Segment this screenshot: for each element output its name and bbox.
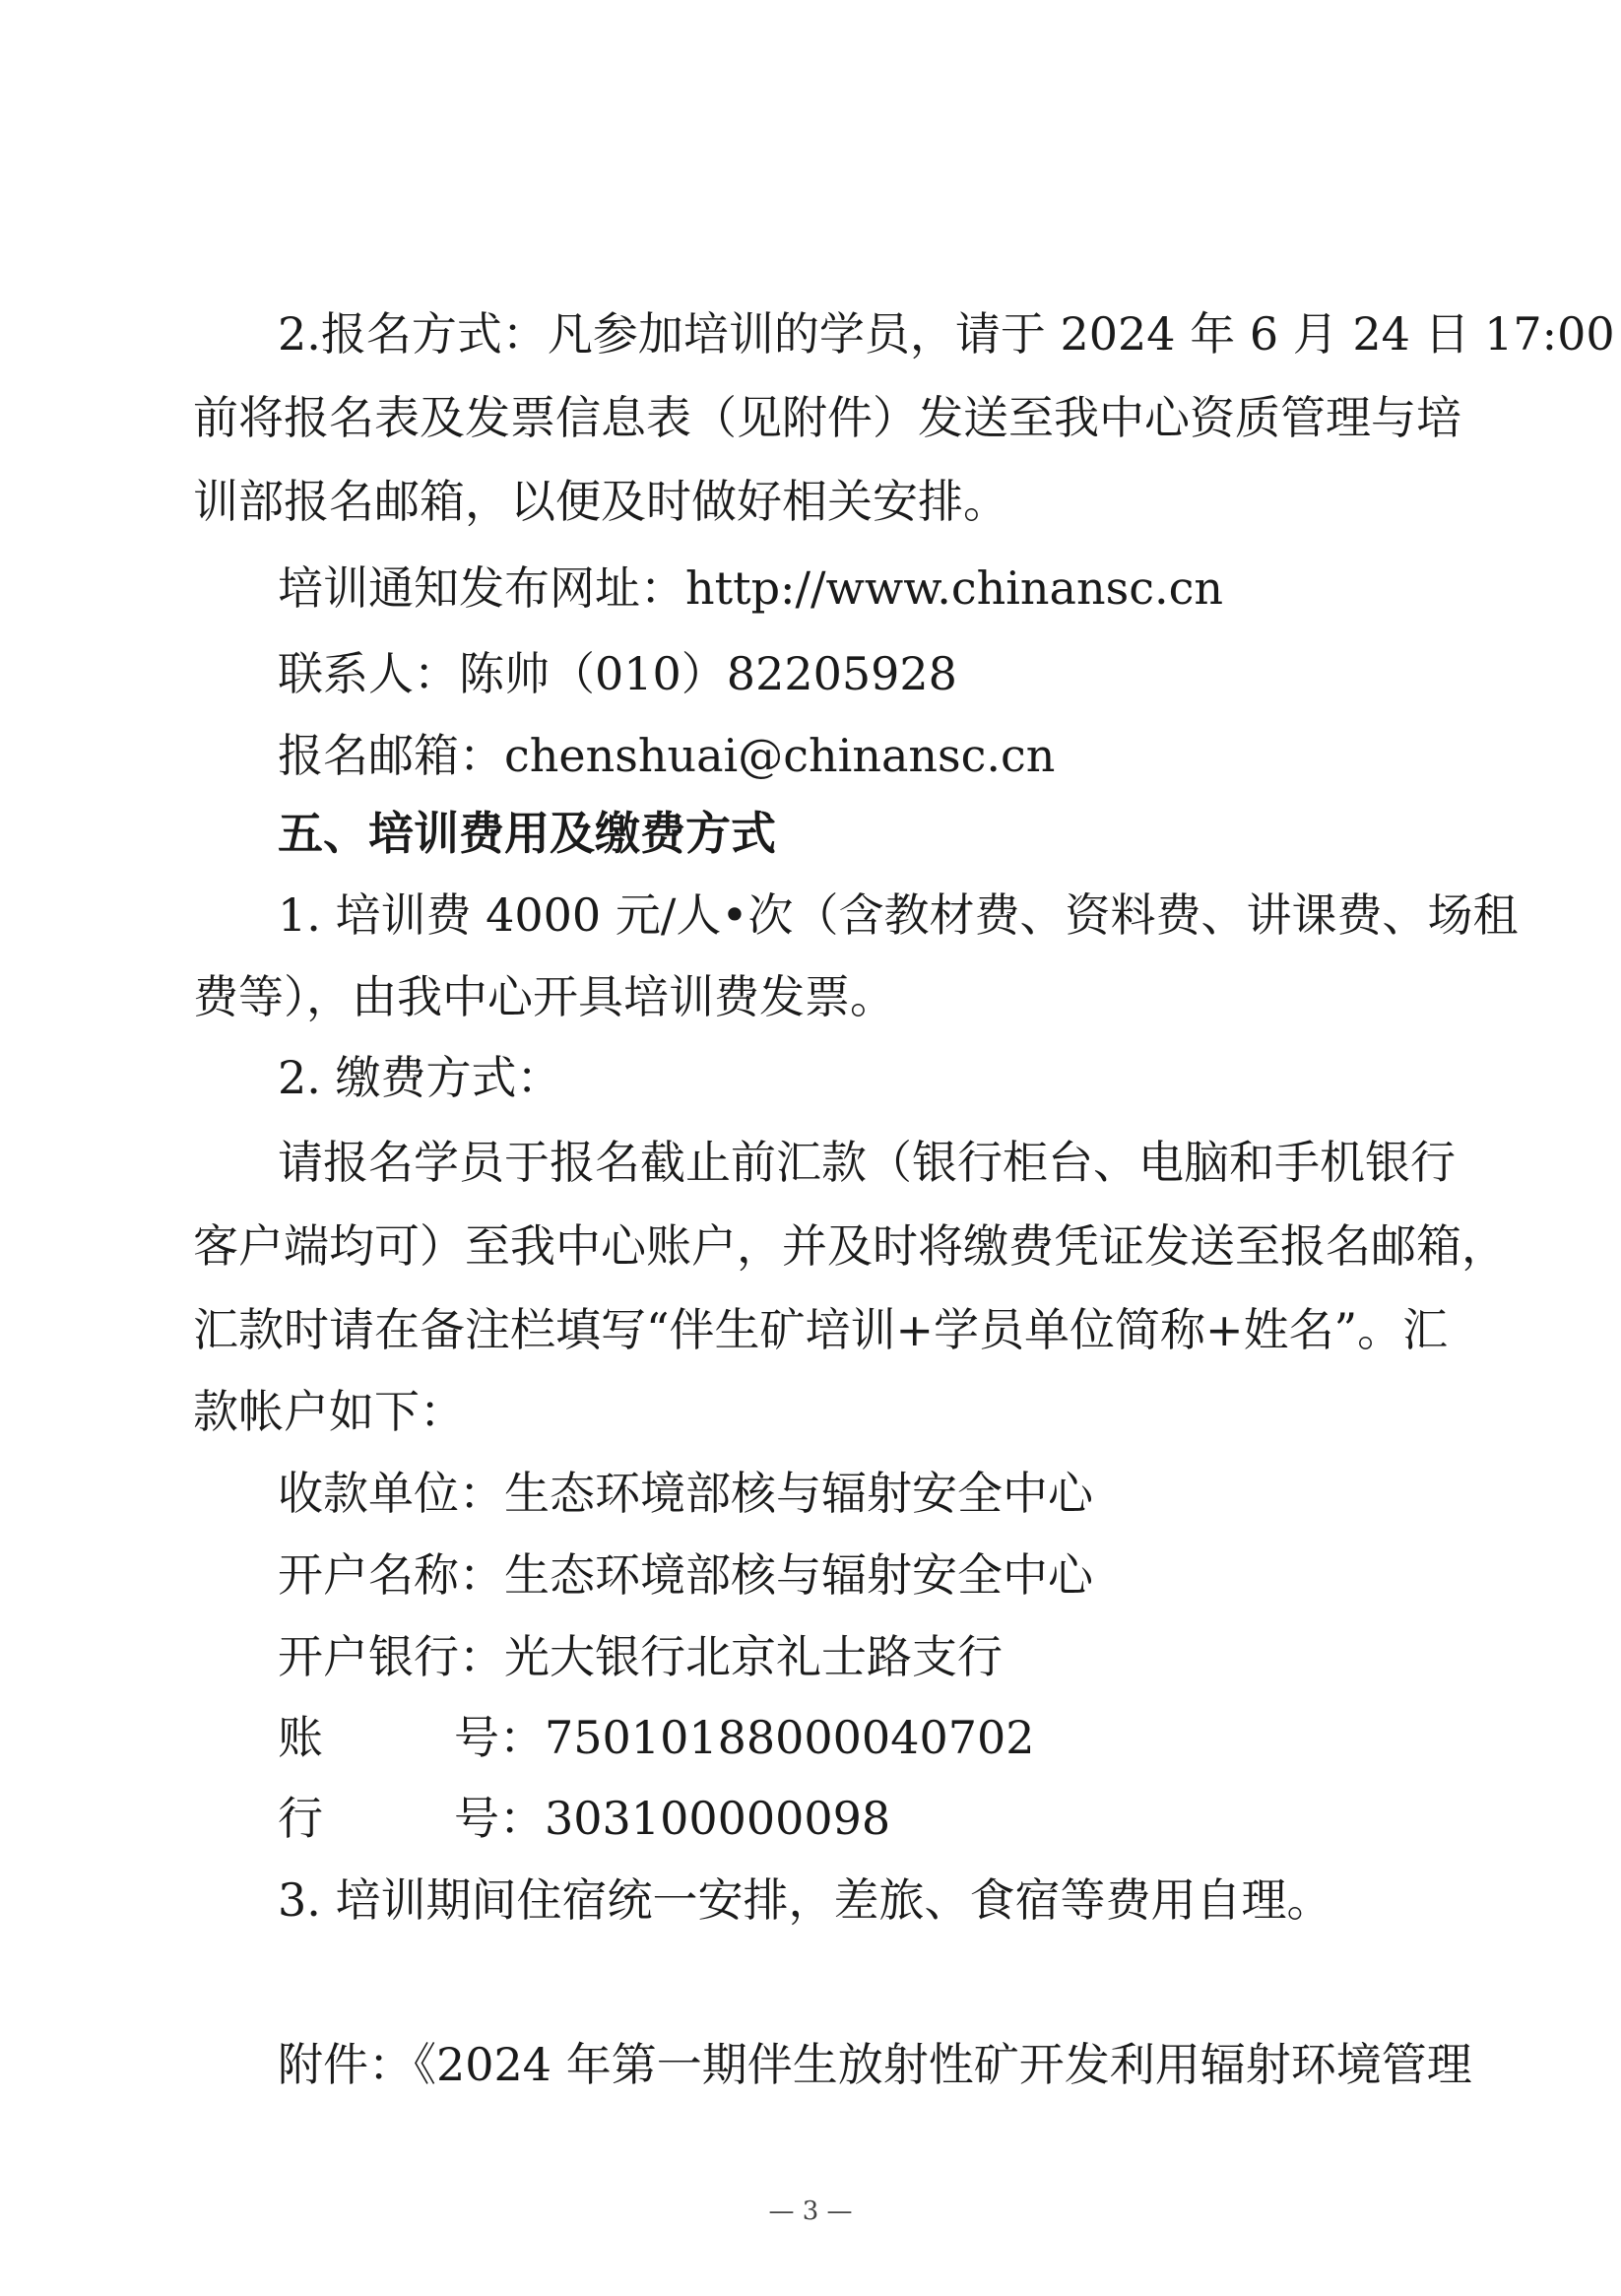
page-number: — 3 — [768,2197,853,2226]
payment-line-1: 请报名学员于报名截止前汇款（银行柜台、电脑和手机银行 [278,1136,1456,1189]
registration-method-line-2: 前将报名表及发票信息表（见附件）发送至我中心资质管理与培 [193,391,1461,444]
account-name-line: 开户名称：生态环境部核与辐射安全中心 [278,1548,1093,1602]
bank-line: 开户银行：光大银行北京礼士路支行 [278,1630,1003,1683]
registration-method-line-3: 训部报名邮箱，以便及时做好相关安排。 [193,475,1008,528]
email-line: 报名邮箱：chenshuai@chinansc.cn [278,729,1056,782]
bank-number-line [278,1789,890,1848]
bank-number-value: ：303100000098 [499,1792,891,1845]
fee-line-2: 费等），由我中心开具培训费发票。 [193,970,895,1023]
payee-line: 收款单位：生态环境部核与辐射安全中心 [278,1467,1093,1520]
contact-line: 联系人：陈帅（010）82205928 [278,647,957,700]
section-heading-fees: 五、培训费用及缴费方式 [278,807,776,860]
account-number-line [278,1708,1035,1767]
payment-line-2: 客户端均可）至我中心账户，并及时将缴费凭证发送至报名邮箱， [193,1219,1507,1273]
account-number-value: ：75010188000040702 [499,1711,1035,1764]
lodging-line: 3. 培训期间住宿统一安排，差旅、食宿等费用自理。 [278,1873,1332,1927]
account-number-label: 账号 [278,1711,499,1764]
fee-line-1: 1. 培训费 4000 元/人•次（含教材费、资料费、讲课费、场租 [278,888,1519,942]
payment-line-4: 款帐户如下： [193,1385,465,1438]
website-line: 培训通知发布网址：http://www.chinansc.cn [278,561,1223,615]
registration-method-line-1: 2.报名方式：凡参加培训的学员，请于 2024 年 6 月 24 日 17:00 [278,307,1615,361]
bank-number-label: 行号 [278,1792,499,1845]
payment-line-3: 汇款时请在备注栏填写“伴生矿培训+学员单位简称+姓名”。汇 [193,1303,1449,1356]
payment-method-heading: 2. 缴费方式： [278,1051,562,1104]
attachment-line: 附件：《2024 年第一期伴生放射性矿开发利用辐射环境管理 [278,2038,1472,2091]
